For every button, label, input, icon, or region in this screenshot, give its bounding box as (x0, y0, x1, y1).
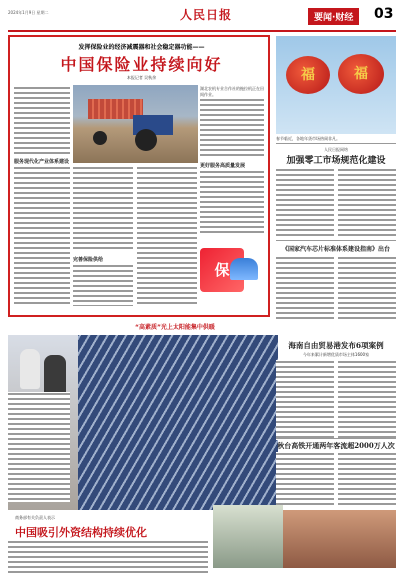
story3-text (276, 360, 334, 440)
divider (276, 240, 396, 241)
story1-text (276, 168, 334, 238)
lead-text-column (200, 170, 264, 236)
story1-headline: 加强零工市场规范化建设 (286, 156, 386, 166)
lantern-photo (276, 36, 396, 134)
factory-feature-title: “高素质”光上太阳能集中供暖 (135, 324, 215, 331)
story3-headline: 海南自由贸易港发布6项案例 (288, 341, 384, 350)
story1-kicker: 人民日报网络 (324, 147, 348, 152)
lantern-icon: 福 (338, 54, 384, 94)
lantern-icon: 福 (286, 56, 330, 94)
person-icon (20, 349, 40, 389)
story4-text (338, 452, 396, 506)
story2-headline: 《国家汽车芯片标准体系建设指南》出台 (281, 246, 390, 253)
insurance-badge-icon: 保 (200, 248, 244, 292)
story3-text (338, 360, 396, 440)
shop-photo (283, 510, 396, 568)
lead-kicker: 发挥保险业的经济减震器和社会稳定器功能—— (78, 44, 205, 51)
section-label: 要闻·财经 (308, 8, 359, 25)
lead-text-column (14, 86, 70, 154)
right-photo-caption: 春节临近，各地年货市场热闹非凡。 (276, 136, 340, 141)
lead-headline: 中国保险业持续向好 (60, 55, 223, 74)
lead-subhead-2: 完善保险供给 (73, 257, 104, 263)
page-number: 03 (374, 6, 394, 22)
person-icon (230, 258, 258, 280)
wheel-icon (135, 129, 157, 151)
story3-subhead: 今年来累计新增优质市场主体1600家 (302, 352, 370, 357)
lead-text-column (137, 166, 197, 306)
workers-photo (213, 505, 283, 568)
lead-text-column (200, 98, 264, 158)
lead-text-column (14, 166, 70, 306)
newspaper-logo: 人民日报 (180, 8, 233, 22)
tractor-photo (73, 85, 198, 163)
lead-subhead-1: 服务现代化产业体系建设 (14, 159, 70, 165)
lead-text-column (73, 264, 133, 306)
story4-headline: 秋台高铁开通两年客流超2000万人次 (277, 441, 395, 450)
divider (276, 438, 396, 439)
factory-text (8, 392, 70, 502)
story1-text (338, 168, 396, 238)
bottom-kicker: 商务部有关负责人表示 (15, 515, 55, 520)
story2-text (276, 256, 334, 320)
date-line: 2024年1月9日 星期二 (8, 10, 49, 15)
lead-subhead-3: 更好服务高质量发展 (200, 163, 246, 169)
story4-text (276, 452, 334, 506)
divider (276, 143, 396, 144)
masthead (8, 6, 396, 32)
lead-byline: 本报记者 吴秋余 (126, 75, 157, 80)
lead-text-column (73, 166, 133, 252)
lead-photo-caption: 湖北农机专业合作社的拖拉机正在田间作业。 (200, 86, 264, 97)
solar-panels-photo (72, 335, 278, 510)
bottom-headline: 中国吸引外资结构持续优化 (15, 526, 147, 539)
wheel-icon (93, 131, 107, 145)
bottom-text (8, 540, 208, 574)
story2-text (338, 256, 396, 320)
masthead-rule (8, 30, 396, 32)
insurance-graphic (200, 240, 262, 305)
